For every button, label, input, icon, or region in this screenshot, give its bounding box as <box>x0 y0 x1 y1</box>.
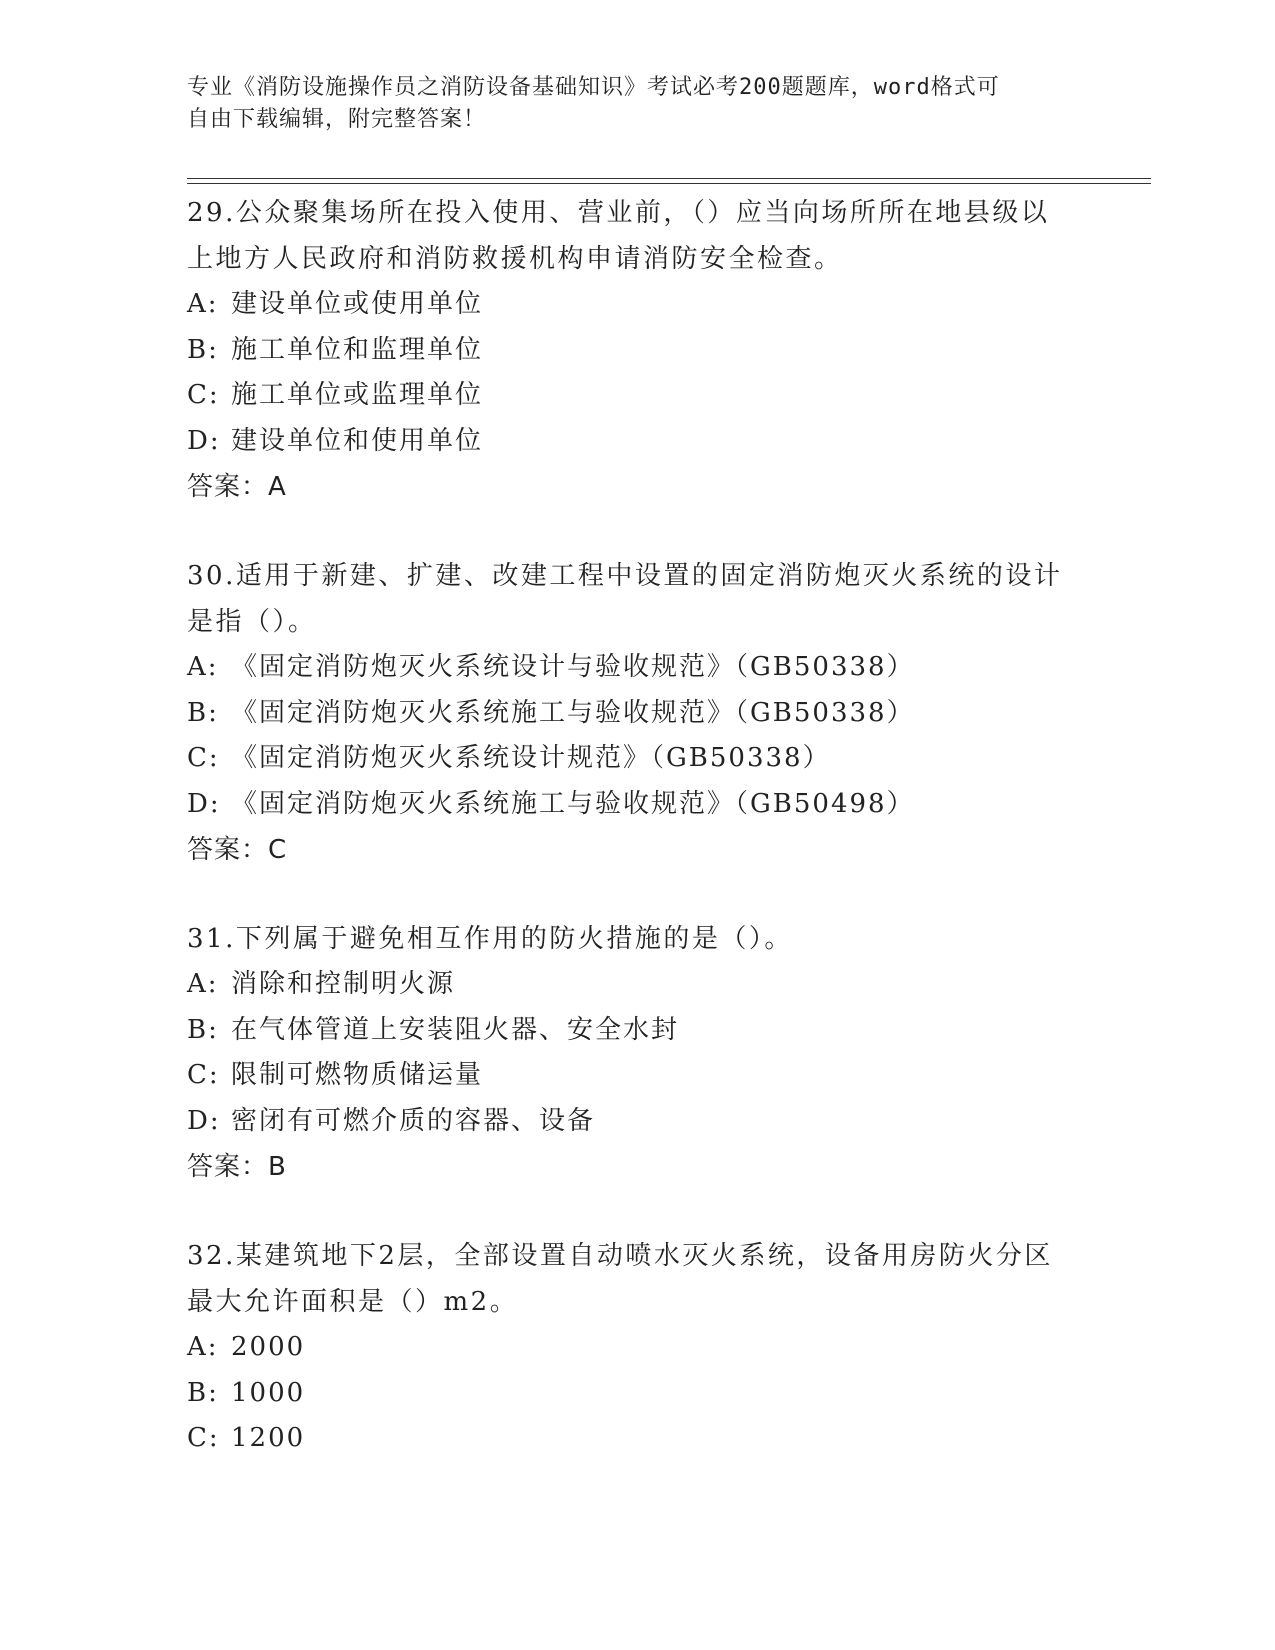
header-divider-bottom <box>187 183 1151 184</box>
question-text-line: 32.某建筑地下2层，全部设置自动喷水灭火系统，设备用房防火分区 <box>187 1241 1053 1271</box>
option-key: B: <box>187 334 219 365</box>
option-a <box>187 962 1087 1008</box>
option-text: 密闭有可燃介质的容器、设备 <box>231 1105 596 1136</box>
question-29 <box>187 190 1087 510</box>
option-b <box>187 1371 1087 1417</box>
option-key: B: <box>187 1377 219 1408</box>
option-key: A: <box>187 289 219 319</box>
option-c <box>187 373 1087 419</box>
question-text-line: 上地方人民政府和消防救援机构申请消防安全检查。 <box>187 244 843 274</box>
option-c <box>187 1416 1087 1462</box>
question-31 <box>187 916 1087 1190</box>
option-text: 建设单位和使用单位 <box>231 425 484 456</box>
option-key: B: <box>187 1014 219 1045</box>
answer: 答案：C <box>187 835 288 865</box>
option-text: 1200 <box>231 1423 306 1453</box>
option-a <box>187 1325 1087 1371</box>
option-key: C: <box>187 1060 220 1090</box>
option-key: C: <box>187 743 220 773</box>
document-header <box>187 72 1087 136</box>
option-key: C: <box>187 380 220 410</box>
option-key: A: <box>187 652 219 682</box>
option-key: D: <box>187 788 221 819</box>
option-text: 消除和控制明火源 <box>231 969 456 999</box>
header-line-2: 自由下载编辑，附完整答案！ <box>187 107 487 132</box>
question-text-line: 是指（）。 <box>187 607 317 637</box>
option-text: 限制可燃物质储运量 <box>231 1060 484 1090</box>
question-text-line: 29.公众聚集场所在投入使用、营业前，（）应当向场所所在地县级以 <box>187 198 1050 228</box>
option-d <box>187 419 1087 465</box>
option-key: D: <box>187 425 221 456</box>
question-list <box>187 190 1087 1505</box>
option-text: 在气体管道上安装阻火器、安全水封 <box>231 1014 680 1045</box>
answer: 答案：A <box>187 472 287 502</box>
option-key: A: <box>187 969 219 999</box>
option-b <box>187 691 1087 737</box>
option-text: 《固定消防炮灭火系统设计与验收规范》（GB50338） <box>231 652 915 682</box>
option-text: 《固定消防炮灭火系统施工与验收规范》（GB50338） <box>231 697 915 728</box>
option-text: 建设单位或使用单位 <box>231 289 484 319</box>
option-b <box>187 328 1087 374</box>
option-text: 《固定消防炮灭火系统设计规范》（GB50338） <box>231 743 831 773</box>
question-32 <box>187 1233 1087 1462</box>
option-text: 2000 <box>231 1332 306 1362</box>
question-30 <box>187 553 1087 873</box>
option-key: B: <box>187 697 219 728</box>
question-text-line: 31.下列属于避免相互作用的防火措施的是（）。 <box>187 924 793 954</box>
option-d <box>187 1099 1087 1145</box>
option-d <box>187 782 1087 828</box>
header-divider-top <box>187 178 1151 179</box>
option-key: D: <box>187 1105 221 1136</box>
option-c <box>187 736 1087 782</box>
option-a <box>187 645 1087 691</box>
option-b <box>187 1008 1087 1054</box>
option-text: 《固定消防炮灭火系统施工与验收规范》（GB50498） <box>231 788 915 819</box>
question-text-line: 30.适用于新建、扩建、改建工程中设置的固定消防炮灭火系统的设计 <box>187 561 1063 591</box>
option-key: C: <box>187 1423 220 1453</box>
option-a <box>187 282 1087 328</box>
question-text-line: 最大允许面积是（）m2。 <box>187 1287 519 1317</box>
answer: 答案：B <box>187 1152 287 1182</box>
option-c <box>187 1053 1087 1099</box>
header-line-1: 专业《消防设施操作员之消防设备基础知识》考试必考200题题库，word格式可 <box>187 75 1000 100</box>
option-text: 施工单位或监理单位 <box>231 380 484 410</box>
option-text: 1000 <box>231 1377 306 1408</box>
option-key: A: <box>187 1332 219 1362</box>
option-text: 施工单位和监理单位 <box>231 334 484 365</box>
